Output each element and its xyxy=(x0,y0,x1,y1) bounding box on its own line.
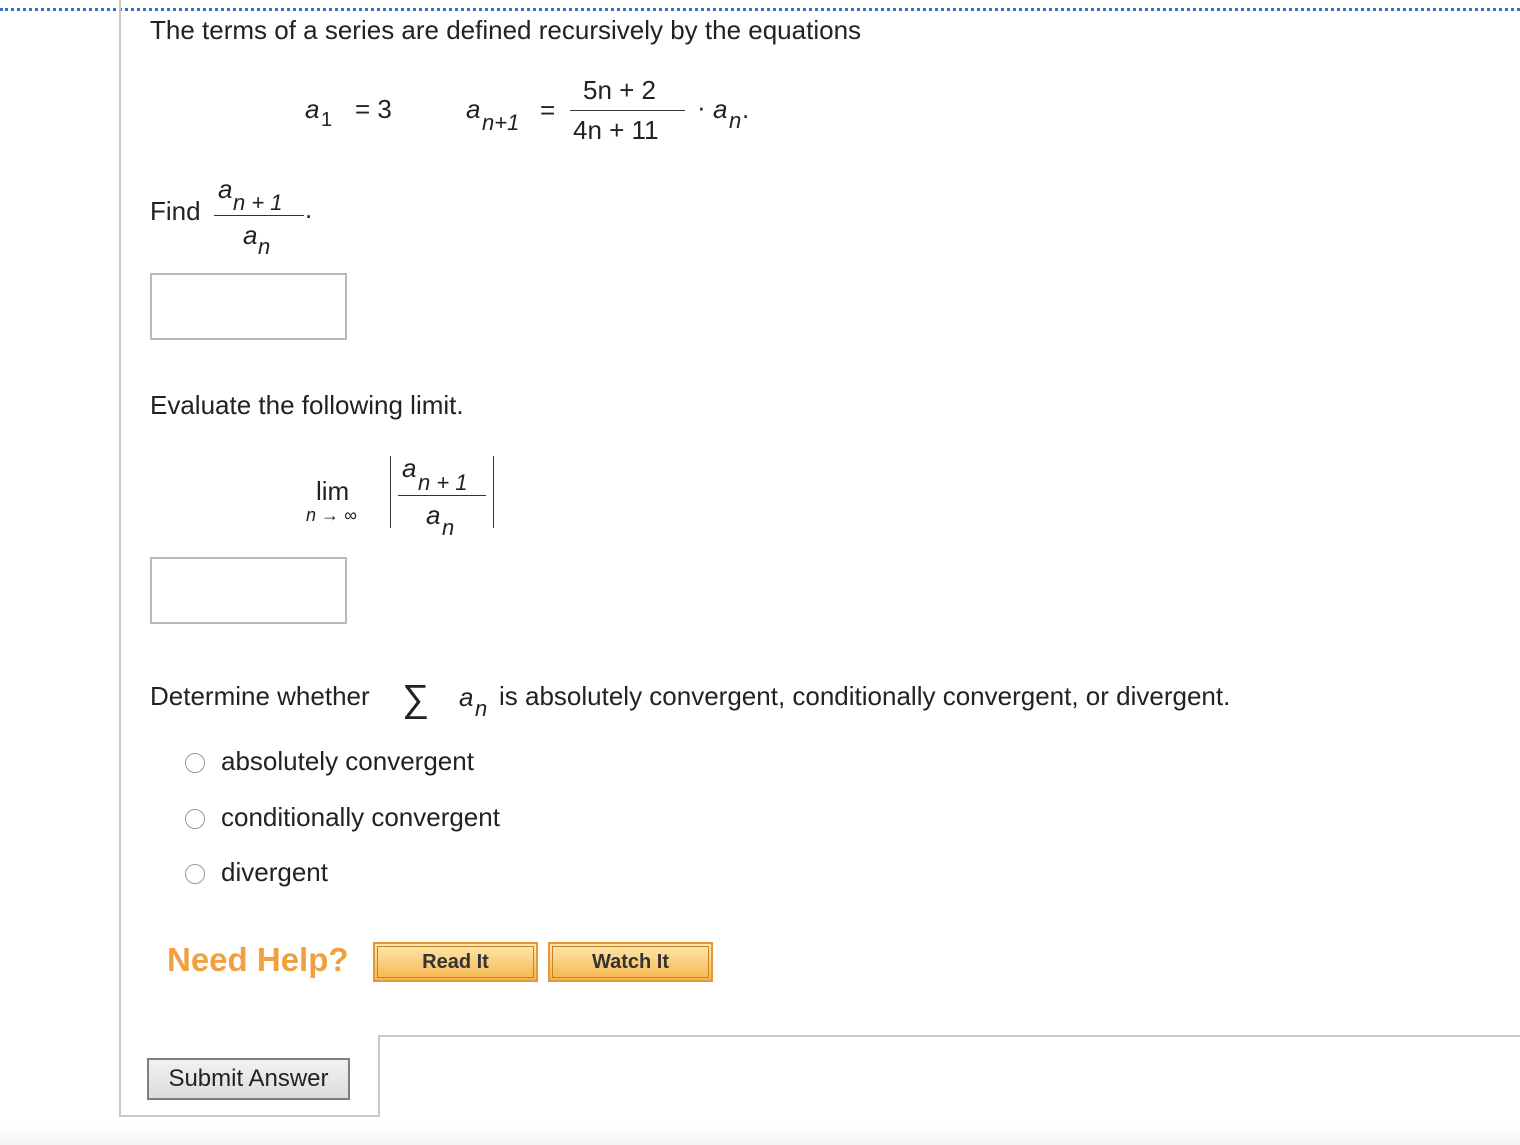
radio-absolutely-convergent[interactable] xyxy=(185,753,205,773)
panel-border-bottom xyxy=(119,1115,379,1117)
rec-numerator: 5n + 2 xyxy=(583,75,657,105)
an-subscript: n xyxy=(729,108,742,133)
limit-prompt: Evaluate the following limit. xyxy=(150,390,464,420)
limit-numerator-sub: n + 1 xyxy=(418,470,468,495)
lim-label: lim xyxy=(316,476,350,506)
a1-subscript: 1 xyxy=(321,109,333,131)
find-label: Find xyxy=(150,196,201,226)
an1-subscript: n+1 xyxy=(482,110,520,135)
option-label[interactable]: conditionally convergent xyxy=(221,802,500,832)
radio-conditionally-convergent[interactable] xyxy=(185,809,205,829)
limit-denominator-sub: n xyxy=(442,515,455,540)
series-term-sub: n xyxy=(475,696,488,721)
abs-bar-right xyxy=(493,456,494,528)
lim-subscript: n → ∞ xyxy=(306,505,357,525)
multiply-dot: · xyxy=(697,92,706,122)
ratio-numerator-sub: n + 1 xyxy=(233,190,283,215)
series-term-a: a xyxy=(459,682,474,712)
rec-denominator: 4n + 11 xyxy=(573,115,659,145)
submit-answer-button[interactable]: Submit Answer xyxy=(147,1058,350,1100)
radio-divergent[interactable] xyxy=(185,864,205,884)
an-symbol: a xyxy=(713,94,728,124)
equals-sign: = xyxy=(540,95,556,125)
question-intro: The terms of a series are defined recursively by the equations xyxy=(150,15,862,45)
abs-bar-left xyxy=(390,456,391,528)
footer-divider xyxy=(378,1035,1520,1037)
a1-value: = 3 xyxy=(355,94,392,124)
a1-symbol: a xyxy=(305,94,320,124)
need-help-label: Need Help? xyxy=(167,941,349,978)
convergence-prompt-before: Determine whether xyxy=(150,681,370,711)
panel-border xyxy=(119,0,121,1115)
limit-numerator-a: a xyxy=(402,453,417,483)
ratio-fraction-bar xyxy=(214,215,304,216)
convergence-prompt-after: is absolutely convergent, conditionally convergent, or divergent. xyxy=(499,681,1231,711)
rec-fraction-bar xyxy=(570,110,685,111)
limit-answer-input[interactable] xyxy=(150,557,347,624)
footer-divider-vertical xyxy=(378,1035,380,1117)
equation-period: . xyxy=(742,94,750,124)
ratio-period: . xyxy=(305,194,313,224)
ratio-answer-input[interactable] xyxy=(150,273,347,340)
sigma-icon: ∑ xyxy=(402,678,430,720)
bottom-shade xyxy=(0,1125,1520,1145)
ratio-denominator-a: a xyxy=(243,220,258,250)
limit-denominator-a: a xyxy=(426,500,441,530)
option-label[interactable]: divergent xyxy=(221,857,328,887)
ratio-numerator-a: a xyxy=(218,174,233,204)
read-it-button[interactable]: Read It xyxy=(373,942,538,982)
watch-it-button[interactable]: Watch It xyxy=(548,942,713,982)
ratio-denominator-sub: n xyxy=(258,234,271,259)
top-dotted-separator xyxy=(0,8,1520,11)
an1-symbol: a xyxy=(466,94,481,124)
option-label[interactable]: absolutely convergent xyxy=(221,746,474,776)
limit-fraction-bar xyxy=(398,495,486,496)
